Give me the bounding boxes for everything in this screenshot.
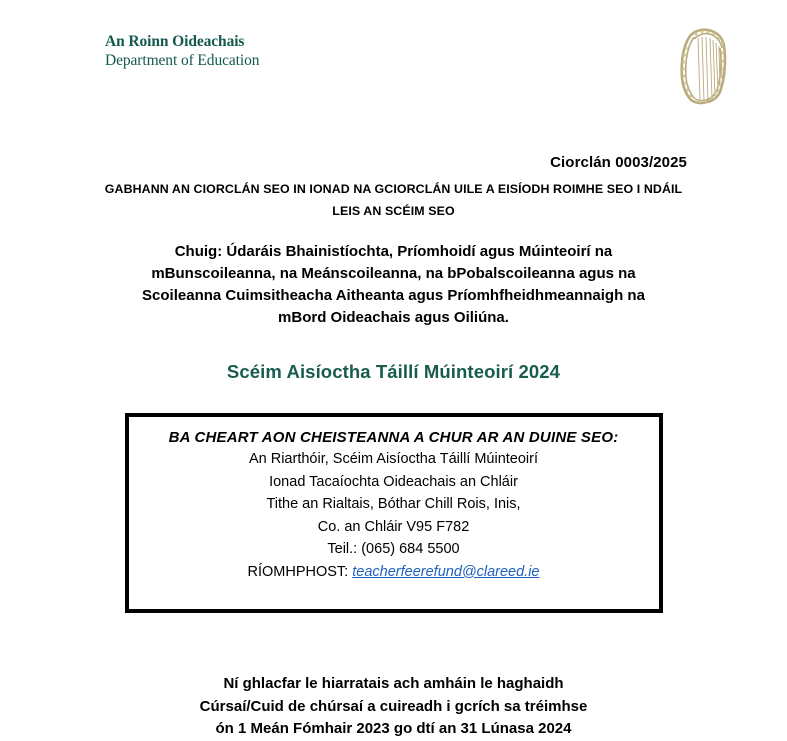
contact-email-label: RÍOMHPHOST:	[247, 563, 353, 580]
department-logo	[105, 33, 259, 71]
contact-telephone: Teil.: (065) 684 5500	[327, 541, 460, 558]
circular-number: Ciorclán 0003/2025	[550, 154, 687, 171]
eligibility-note-line-3: ón 1 Meán Fómhair 2023 go dtí an 31 Lúnasa 2024	[215, 720, 572, 738]
contact-address-street: Tithe an Rialtais, Bóthar Chill Rois, Inis,	[266, 496, 521, 513]
contact-details-box	[125, 413, 663, 613]
department-logo-irish: An Roinn Oideachais	[105, 33, 245, 50]
supersedes-notice	[0, 179, 787, 222]
eligibility-note-line-2: Cúrsaí/Cuid de chúrsaí a cuireadh i gcrích sa tréimhse	[199, 697, 588, 715]
supersedes-notice-line-2: LEIS AN SCÉIM SEO	[332, 203, 455, 218]
addressee-line-2: mBunscoileanna, na Meánscoileanna, na bPobalscoileanna agus na	[151, 265, 636, 283]
addressee-line-1: Chuig: Údaráis Bhainistíochta, Príomhoidí agus Múinteoirí na	[174, 243, 613, 261]
contact-administrator: An Riarthóir, Scéim Aisíoctha Táillí Múinteoirí	[248, 451, 539, 468]
addressee-line-3: Scoileanna Cuimsitheacha Aitheanta agus Príomhfheidhmeannaigh na	[142, 286, 645, 304]
addressee-line-4: mBord Oideachais agus Oiliúna.	[278, 308, 509, 326]
document-masthead	[0, 0, 787, 130]
eligibility-note-line-1: Ní ghlacfar le hiarratais ach amháin le haghaidh	[223, 675, 564, 693]
eligibility-note	[0, 673, 787, 741]
document-body	[0, 130, 787, 741]
irish-harp-emblem	[676, 22, 734, 106]
contact-email-link[interactable]: teacherfeerefund@clareed.ie	[352, 563, 540, 580]
contact-centre-name: Ionad Tacaíochta Oideachais an Chláir	[269, 473, 518, 490]
department-logo-english: Department of Education	[105, 52, 260, 70]
contact-address-county: Co. an Chláir V95 F782	[317, 518, 470, 535]
supersedes-notice-line-1: GABHANN AN CIORCLÁN SEO IN IONAD NA GCIORCLÁN UILE A EISÍODH ROIMHE SEO I NDÁIL	[104, 182, 683, 196]
scheme-title: Scéim Aisíoctha Táillí Múinteoirí 2024	[226, 361, 561, 383]
addressee-block	[0, 241, 787, 328]
contact-email-row	[139, 561, 649, 583]
contact-box-heading: BA CHEART AON CHEISTEANNA A CHUR AR AN DUINE SEO:	[168, 429, 619, 447]
